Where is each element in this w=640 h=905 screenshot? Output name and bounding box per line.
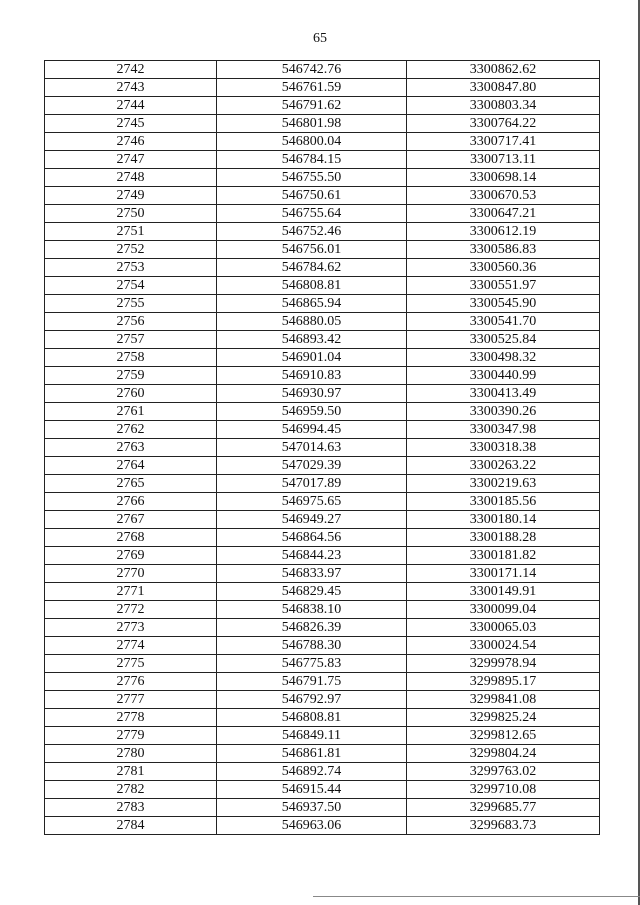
table-row	[45, 565, 600, 583]
point-number-cell: 2773	[45, 619, 217, 637]
point-number-cell: 2778	[45, 709, 217, 727]
x-coordinate-cell: 546791.75	[217, 673, 407, 691]
table-row	[45, 619, 600, 637]
x-coordinate-cell: 546864.56	[217, 529, 407, 547]
y-coordinate-cell: 3300413.49	[407, 385, 600, 403]
point-number-cell: 2763	[45, 439, 217, 457]
point-number-cell: 2767	[45, 511, 217, 529]
y-coordinate-cell: 3300347.98	[407, 421, 600, 439]
table-row	[45, 277, 600, 295]
table-row	[45, 457, 600, 475]
y-coordinate-cell: 3300149.91	[407, 583, 600, 601]
coordinates-table	[44, 60, 600, 835]
table-row	[45, 115, 600, 133]
coordinates-table-body	[45, 61, 600, 835]
point-number-cell: 2777	[45, 691, 217, 709]
point-number-cell: 2759	[45, 367, 217, 385]
table-row	[45, 637, 600, 655]
point-number-cell: 2755	[45, 295, 217, 313]
point-number-cell: 2784	[45, 817, 217, 835]
x-coordinate-cell: 547029.39	[217, 457, 407, 475]
y-coordinate-cell: 3299978.94	[407, 655, 600, 673]
table-row	[45, 547, 600, 565]
y-coordinate-cell: 3300099.04	[407, 601, 600, 619]
x-coordinate-cell: 546963.06	[217, 817, 407, 835]
x-coordinate-cell: 546861.81	[217, 745, 407, 763]
y-coordinate-cell: 3300498.32	[407, 349, 600, 367]
table-row	[45, 187, 600, 205]
point-number-cell: 2782	[45, 781, 217, 799]
x-coordinate-cell: 546808.81	[217, 709, 407, 727]
x-coordinate-cell: 546756.01	[217, 241, 407, 259]
table-row	[45, 727, 600, 745]
table-row	[45, 133, 600, 151]
y-coordinate-cell: 3300390.26	[407, 403, 600, 421]
y-coordinate-cell: 3299763.02	[407, 763, 600, 781]
point-number-cell: 2770	[45, 565, 217, 583]
page-number: 65	[313, 31, 327, 46]
x-coordinate-cell: 546833.97	[217, 565, 407, 583]
table-row	[45, 799, 600, 817]
y-coordinate-cell: 3300803.34	[407, 97, 600, 115]
x-coordinate-cell: 546844.23	[217, 547, 407, 565]
y-coordinate-cell: 3300764.22	[407, 115, 600, 133]
y-coordinate-cell: 3300545.90	[407, 295, 600, 313]
table-row	[45, 331, 600, 349]
x-coordinate-cell: 546801.98	[217, 115, 407, 133]
x-coordinate-cell: 546788.30	[217, 637, 407, 655]
table-row	[45, 259, 600, 277]
x-coordinate-cell: 546829.45	[217, 583, 407, 601]
point-number-cell: 2769	[45, 547, 217, 565]
table-row	[45, 529, 600, 547]
x-coordinate-cell: 546775.83	[217, 655, 407, 673]
x-coordinate-cell: 546791.62	[217, 97, 407, 115]
x-coordinate-cell: 546959.50	[217, 403, 407, 421]
point-number-cell: 2743	[45, 79, 217, 97]
y-coordinate-cell: 3300185.56	[407, 493, 600, 511]
page-bottom-line	[313, 896, 640, 897]
table-row	[45, 169, 600, 187]
point-number-cell: 2774	[45, 637, 217, 655]
table-row	[45, 295, 600, 313]
table-row	[45, 439, 600, 457]
y-coordinate-cell: 3300065.03	[407, 619, 600, 637]
y-coordinate-cell: 3300219.63	[407, 475, 600, 493]
x-coordinate-cell: 546893.42	[217, 331, 407, 349]
x-coordinate-cell: 546880.05	[217, 313, 407, 331]
y-coordinate-cell: 3299710.08	[407, 781, 600, 799]
y-coordinate-cell: 3299841.08	[407, 691, 600, 709]
y-coordinate-cell: 3300847.80	[407, 79, 600, 97]
point-number-cell: 2750	[45, 205, 217, 223]
x-coordinate-cell: 546755.50	[217, 169, 407, 187]
point-number-cell: 2745	[45, 115, 217, 133]
y-coordinate-cell: 3300440.99	[407, 367, 600, 385]
y-coordinate-cell: 3299685.77	[407, 799, 600, 817]
point-number-cell: 2752	[45, 241, 217, 259]
x-coordinate-cell: 546949.27	[217, 511, 407, 529]
y-coordinate-cell: 3300717.41	[407, 133, 600, 151]
table-row	[45, 655, 600, 673]
y-coordinate-cell: 3300181.82	[407, 547, 600, 565]
x-coordinate-cell: 546838.10	[217, 601, 407, 619]
y-coordinate-cell: 3299895.17	[407, 673, 600, 691]
point-number-cell: 2783	[45, 799, 217, 817]
y-coordinate-cell: 3300551.97	[407, 277, 600, 295]
x-coordinate-cell: 546937.50	[217, 799, 407, 817]
point-number-cell: 2748	[45, 169, 217, 187]
x-coordinate-cell: 546910.83	[217, 367, 407, 385]
point-number-cell: 2742	[45, 61, 217, 79]
x-coordinate-cell: 546800.04	[217, 133, 407, 151]
table-row	[45, 763, 600, 781]
x-coordinate-cell: 546849.11	[217, 727, 407, 745]
y-coordinate-cell: 3300525.84	[407, 331, 600, 349]
point-number-cell: 2761	[45, 403, 217, 421]
table-row	[45, 313, 600, 331]
y-coordinate-cell: 3299812.65	[407, 727, 600, 745]
point-number-cell: 2757	[45, 331, 217, 349]
table-row	[45, 817, 600, 835]
y-coordinate-cell: 3300171.14	[407, 565, 600, 583]
y-coordinate-cell: 3299825.24	[407, 709, 600, 727]
x-coordinate-cell: 546892.74	[217, 763, 407, 781]
point-number-cell: 2747	[45, 151, 217, 169]
table-row	[45, 97, 600, 115]
table-row	[45, 691, 600, 709]
x-coordinate-cell: 546901.04	[217, 349, 407, 367]
table-row	[45, 709, 600, 727]
table-row	[45, 241, 600, 259]
y-coordinate-cell: 3300180.14	[407, 511, 600, 529]
table-row	[45, 61, 600, 79]
point-number-cell: 2744	[45, 97, 217, 115]
point-number-cell: 2765	[45, 475, 217, 493]
x-coordinate-cell: 546865.94	[217, 295, 407, 313]
x-coordinate-cell: 546784.15	[217, 151, 407, 169]
table-row	[45, 349, 600, 367]
y-coordinate-cell: 3299683.73	[407, 817, 600, 835]
table-row	[45, 223, 600, 241]
table-row	[45, 421, 600, 439]
x-coordinate-cell: 546994.45	[217, 421, 407, 439]
table-row	[45, 151, 600, 169]
y-coordinate-cell: 3300647.21	[407, 205, 600, 223]
x-coordinate-cell: 546930.97	[217, 385, 407, 403]
table-row	[45, 403, 600, 421]
point-number-cell: 2758	[45, 349, 217, 367]
point-number-cell: 2754	[45, 277, 217, 295]
y-coordinate-cell: 3300670.53	[407, 187, 600, 205]
point-number-cell: 2772	[45, 601, 217, 619]
table-row	[45, 205, 600, 223]
point-number-cell: 2766	[45, 493, 217, 511]
point-number-cell: 2764	[45, 457, 217, 475]
table-row	[45, 673, 600, 691]
point-number-cell: 2771	[45, 583, 217, 601]
y-coordinate-cell: 3300698.14	[407, 169, 600, 187]
x-coordinate-cell: 546784.62	[217, 259, 407, 277]
point-number-cell: 2753	[45, 259, 217, 277]
x-coordinate-cell: 546792.97	[217, 691, 407, 709]
point-number-cell: 2768	[45, 529, 217, 547]
point-number-cell: 2746	[45, 133, 217, 151]
table-row	[45, 601, 600, 619]
point-number-cell: 2775	[45, 655, 217, 673]
x-coordinate-cell: 546808.81	[217, 277, 407, 295]
table-row	[45, 745, 600, 763]
point-number-cell: 2756	[45, 313, 217, 331]
y-coordinate-cell: 3299804.24	[407, 745, 600, 763]
y-coordinate-cell: 3300862.62	[407, 61, 600, 79]
x-coordinate-cell: 546742.76	[217, 61, 407, 79]
y-coordinate-cell: 3300541.70	[407, 313, 600, 331]
table-row	[45, 475, 600, 493]
table-row	[45, 493, 600, 511]
x-coordinate-cell: 547017.89	[217, 475, 407, 493]
y-coordinate-cell: 3300713.11	[407, 151, 600, 169]
x-coordinate-cell: 547014.63	[217, 439, 407, 457]
y-coordinate-cell: 3300263.22	[407, 457, 600, 475]
x-coordinate-cell: 546761.59	[217, 79, 407, 97]
point-number-cell: 2779	[45, 727, 217, 745]
table-row	[45, 511, 600, 529]
y-coordinate-cell: 3300586.83	[407, 241, 600, 259]
point-number-cell: 2749	[45, 187, 217, 205]
point-number-cell: 2780	[45, 745, 217, 763]
x-coordinate-cell: 546752.46	[217, 223, 407, 241]
table-row	[45, 583, 600, 601]
x-coordinate-cell: 546826.39	[217, 619, 407, 637]
point-number-cell: 2760	[45, 385, 217, 403]
table-row	[45, 79, 600, 97]
x-coordinate-cell: 546750.61	[217, 187, 407, 205]
table-row	[45, 781, 600, 799]
point-number-cell: 2776	[45, 673, 217, 691]
x-coordinate-cell: 546915.44	[217, 781, 407, 799]
y-coordinate-cell: 3300612.19	[407, 223, 600, 241]
x-coordinate-cell: 546975.65	[217, 493, 407, 511]
x-coordinate-cell: 546755.64	[217, 205, 407, 223]
y-coordinate-cell: 3300560.36	[407, 259, 600, 277]
table-row	[45, 367, 600, 385]
point-number-cell: 2762	[45, 421, 217, 439]
y-coordinate-cell: 3300318.38	[407, 439, 600, 457]
y-coordinate-cell: 3300188.28	[407, 529, 600, 547]
y-coordinate-cell: 3300024.54	[407, 637, 600, 655]
point-number-cell: 2751	[45, 223, 217, 241]
point-number-cell: 2781	[45, 763, 217, 781]
table-row	[45, 385, 600, 403]
